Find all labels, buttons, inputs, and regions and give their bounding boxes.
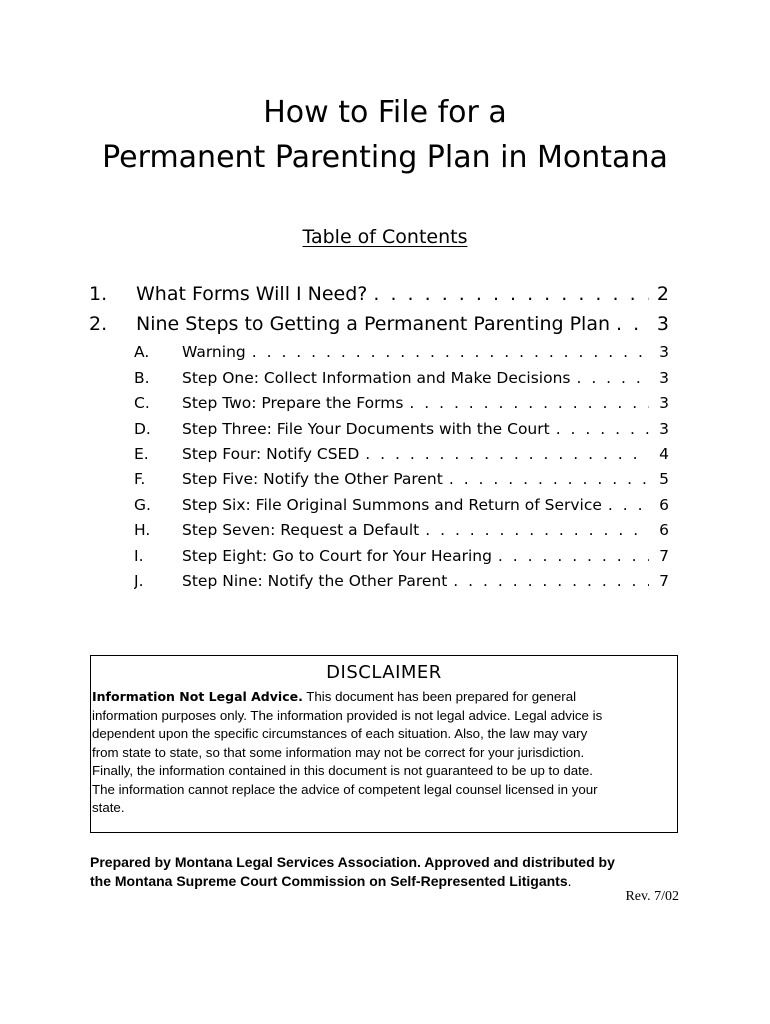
toc-entry-title: Nine Steps to Getting a Permanent Parenting Plan xyxy=(136,313,611,335)
toc-subentry-title: Warning xyxy=(182,343,246,361)
disclaimer-line xyxy=(92,688,678,707)
toc-entry-number: 1. xyxy=(89,283,108,305)
toc-subentry-title: Step Five: Notify the Other Parent xyxy=(182,470,443,488)
disclaimer-line: The information cannot replace the advice of competent legal counsel licensed in your xyxy=(92,781,598,797)
disclaimer-line: information purposes only. The information provided is not legal advice. Legal advice is xyxy=(92,707,603,723)
dot-leader xyxy=(403,394,649,412)
dot-leader xyxy=(602,496,649,514)
toc-subentry-title: Step Four: Notify CSED xyxy=(182,445,360,463)
toc-entry-number: 2. xyxy=(89,313,108,335)
toc-subentry-page: 7 xyxy=(659,547,669,565)
toc-subentry-b xyxy=(134,369,669,393)
dot-leader xyxy=(443,470,649,488)
dot-leader xyxy=(550,420,649,438)
toc-subentry-page: 7 xyxy=(659,572,669,590)
toc-subentry-title: Step Eight: Go to Court for Your Hearing xyxy=(182,547,492,565)
toc-subentry-page: 3 xyxy=(659,394,669,412)
toc-subentry-page: 6 xyxy=(659,496,669,514)
dot-leader xyxy=(359,445,649,463)
dot-leader xyxy=(367,283,649,305)
toc-subentry-letter: C. xyxy=(134,394,150,412)
toc-subentry-letter: H. xyxy=(134,521,151,539)
toc-entry-2 xyxy=(89,313,669,341)
toc-subentry-page: 3 xyxy=(659,343,669,361)
toc-subentry-letter: D. xyxy=(134,420,151,438)
toc-subentry-letter: G. xyxy=(134,496,151,514)
revision-date: Rev. 7/02 xyxy=(625,889,679,904)
toc-subentry-page: 5 xyxy=(659,470,669,488)
disclaimer-body xyxy=(92,688,678,818)
toc-subentry-letter: A. xyxy=(134,343,150,361)
toc-subentry-title: Step One: Collect Information and Make Decisions xyxy=(182,369,571,387)
table-of-contents-heading: Table of Contents xyxy=(302,226,468,248)
disclaimer-line: dependent upon the specific circumstances of each situation. Also, the law may vary xyxy=(92,726,588,741)
toc-subentry-title: Step Seven: Request a Default xyxy=(182,521,420,539)
dot-leader xyxy=(419,521,649,539)
dot-leader xyxy=(610,313,649,335)
toc-entry-page: 2 xyxy=(656,283,669,305)
disclaimer-heading: DISCLAIMER xyxy=(326,662,442,683)
toc-subentry-letter: E. xyxy=(134,445,149,463)
toc-subentry-page: 6 xyxy=(659,521,669,539)
toc-subentry-letter: B. xyxy=(134,369,150,387)
document-title-line-1: How to File for a xyxy=(263,95,507,130)
document-title-line-2: Permanent Parenting Plan in Montana xyxy=(102,140,668,175)
prepared-by-line-2-text: the Montana Supreme Court Commission on Self-Represented Litigants xyxy=(90,873,568,889)
dot-leader xyxy=(492,547,649,565)
dot-leader xyxy=(570,369,649,387)
toc-entry-page: 3 xyxy=(656,313,669,335)
prepared-by-line-2 xyxy=(90,872,680,891)
disclaimer-box xyxy=(90,655,678,833)
dot-leader xyxy=(447,572,649,590)
toc-subentry-g xyxy=(134,496,669,520)
toc-subentry-letter: I. xyxy=(134,547,144,565)
toc-subentry-title: Step Nine: Notify the Other Parent xyxy=(182,572,448,590)
prepared-by-period: . xyxy=(567,873,572,889)
disclaimer-lead: Information Not Legal Advice. xyxy=(92,689,303,704)
toc-subentry-j xyxy=(134,572,669,596)
toc-subentry-i xyxy=(134,547,669,571)
toc-subentry-page: 4 xyxy=(659,445,669,463)
toc-subentry-page: 3 xyxy=(659,420,669,438)
prepared-by-line-1: Prepared by Montana Legal Services Association. Approved and distributed by xyxy=(90,854,615,870)
disclaimer-line: state. xyxy=(92,800,125,815)
toc-subentry-letter: F. xyxy=(134,470,146,488)
toc-subentry-title: Step Three: File Your Documents with the Court xyxy=(182,420,550,438)
toc-subentry-a xyxy=(134,343,669,367)
toc-subentry-page: 3 xyxy=(659,369,669,387)
toc-entry-title: What Forms Will I Need? xyxy=(136,283,368,305)
toc-subentry-title: Step Two: Prepare the Forms xyxy=(182,394,404,412)
toc-subentry-h xyxy=(134,521,669,545)
toc-subentry-c xyxy=(134,394,669,418)
prepared-by-statement xyxy=(90,853,680,891)
toc-subentry-d xyxy=(134,420,669,444)
disclaimer-line: Finally, the information contained in this document is not guaranteed to be up to date. xyxy=(92,763,593,778)
toc-subentry-title: Step Six: File Original Summons and Return of Service xyxy=(182,496,602,514)
toc-subentry-f xyxy=(134,470,669,494)
toc-subentry-e xyxy=(134,445,669,469)
toc-entry-1 xyxy=(89,283,669,311)
dot-leader xyxy=(246,343,649,361)
disclaimer-line: from state to state, so that some information may not be correct for your jurisdiction. xyxy=(92,744,585,760)
toc-subentry-letter: J. xyxy=(134,572,144,590)
disclaimer-line-text: This document has been prepared for general xyxy=(302,689,577,704)
